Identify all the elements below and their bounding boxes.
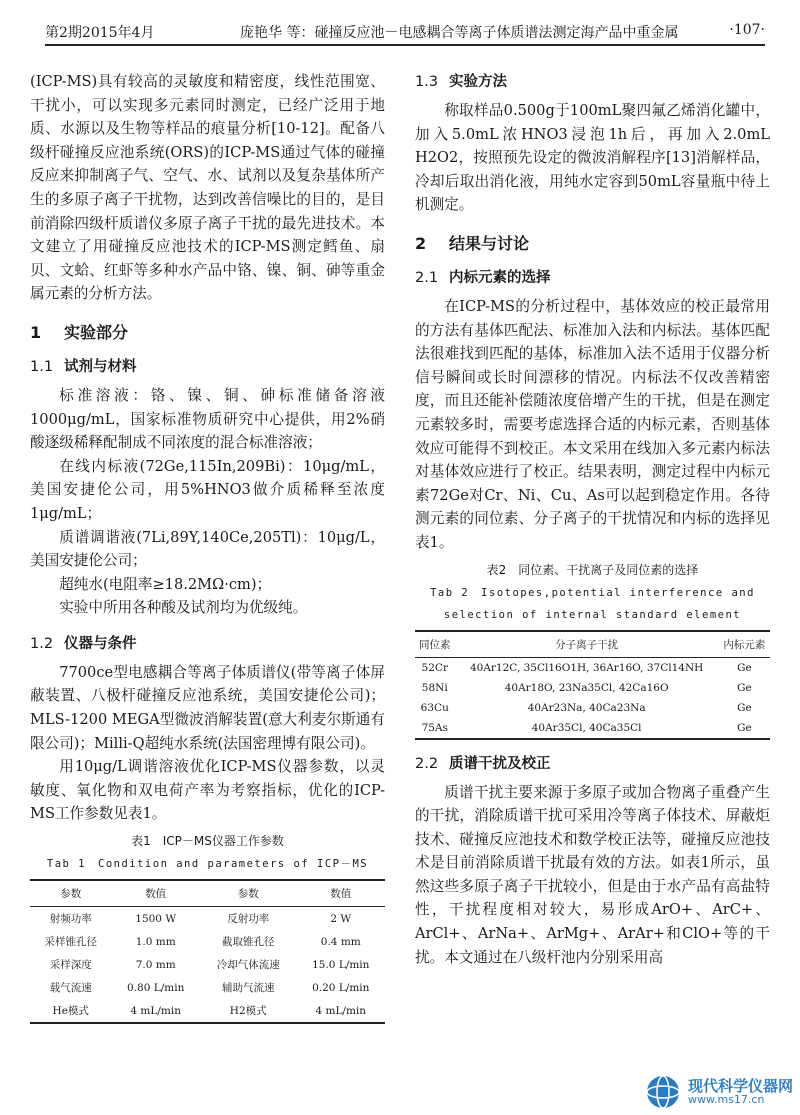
intro-paragraph: (ICP-MS)具有较高的灵敏度和精密度，线性范围宽、干扰小，可以实现多元素同时测定，已经广泛用于地质、水源以及生物等样品的痕量分析[10-12]。配备八级杆碰撞反应池系统(ORS)的ICP-MS通过气体的碰撞反应来抑制离子气、空气、水、试剂以及复杂基体所产生的多原子离子干扰物，达到改善信噪比的目的，是目前消除四级杆质谱仪多原子离子干扰的最先进技术。本文建立了用碰撞反应池技术的ICP-MS测定鳕鱼、扇贝、文蛤、红虾等多种水产品中铬、镍、铜、砷等重金属元素的分析方法。 — [30, 73, 385, 303]
table-row: 采样锥孔径 1.0 mm 截取锥孔径 0.4 mm — [44, 935, 361, 949]
watermark-url: www.ms17.cn — [688, 1093, 765, 1106]
paragraph: 用10μg/L调谐溶液优化ICP-MS仪器参数，以灵敏度、氧化物和双电荷产率为考察指标，优化的ICP-MS工作参数见表1。 — [30, 758, 385, 823]
table-1-caption-en: Tab 1 Condition and parameters of ICP－MS — [46, 858, 369, 871]
page-number: ·107· — [729, 22, 765, 38]
paragraph: 超纯水(电阻率≥18.2MΩ·cm)； — [59, 575, 272, 593]
table-header: 同位素 — [415, 631, 455, 658]
paragraph: 在ICP-MS的分析过程中，基体效应的校正最常用的方法有基体匹配法、标准加入法和内标法。基体匹配法很难找到匹配的基体，标准加入法不适用于仪器分析信号瞬间或长时间漂移的情况。内标法不仅改善精密度，而且还能补偿随浓度倍增产生的干扰，但是在测定元素较多时，需要考虑选择合适的内标元素，否则基体效应可能得不到校正。本文采用在线加入多元素内标法对基体效应进行了校正。结果表明，测定过程中内标元素72Ge对Cr、Ni、Cu、As可以起到稳定作用。各待测元素的同位素、分子离子的干扰情况和内标的选择见表1。 — [415, 297, 770, 551]
table-row: 载气流速 0.80 L/min 辅助气流速 0.20 L/min — [49, 981, 370, 995]
table-1-caption: 表1 ICP－MS仪器工作参数 — [131, 834, 284, 849]
watermark-name: 现代科学仪器网 — [688, 1077, 794, 1095]
section-2-1-heading: 2.1 内标元素的选择 — [415, 269, 551, 286]
table-row: He模式 4 mL/min H2模式 4 mL/min — [52, 1004, 367, 1018]
section-1-3-heading: 1.3 实验方法 — [415, 74, 507, 90]
watermark-logo — [644, 1073, 794, 1111]
section-2-heading: 2 结果与讨论 — [415, 233, 530, 253]
section-1-heading: 1 实验部分 — [30, 322, 129, 342]
table-row: 52Cr 40Ar12C, 35Cl16O1H, 36Ar16O, 37Cl14NH Ge — [421, 661, 752, 674]
section-1-2-heading: 1.2 仪器与条件 — [30, 635, 137, 652]
paragraph: 质谱调谐液(7Li,89Y,140Ce,205Tl)：10μg/L，美国安捷伦公司； — [30, 528, 385, 570]
table-row: 射频功率 1500 W 反射功率 2 W — [49, 912, 352, 926]
table-header: 内标元素 — [719, 631, 770, 658]
table-header: 分子离子干扰 — [455, 631, 719, 658]
table-row: 58Ni 40Ar18O, 23Na35Cl, 42Ca16O Ge — [421, 681, 752, 694]
table-header: 参数 — [30, 880, 111, 907]
page-header — [45, 18, 765, 46]
section-1-1-heading: 1.1 试剂与材料 — [30, 358, 137, 375]
running-title: 庞艳华 等：碰撞反应池－电感耦合等离子体质谱法测定海产品中重金属 — [240, 25, 679, 41]
table-row: 75As 40Ar35Cl, 40Ca35Cl Ge — [421, 721, 752, 734]
paragraph: 实验中所用各种酸及试剂均为优级纯。 — [59, 599, 308, 617]
right-column — [415, 70, 770, 969]
paragraph: 称取样品0.500g于100mL聚四氟乙烯消化罐中，加入5.0mL浓HNO3浸泡1h后，再加入2.0mL H2O2，按照预先设定的微波消解程序[13]消解样品，冷却后取出消化液，用纯水定容到50mL容量瓶中待上机测定。 — [415, 102, 770, 214]
table-2 — [415, 630, 770, 740]
paragraph: 质谱干扰主要来源于多原子或加合物离子重叠产生的干扰，消除质谱干扰可采用冷等离子体技术、屏蔽炬技术、碰撞反应池技术和数学校正法等，碰撞反应池技术是目前消除质谱干扰最有效的方法。如表1所示，虽然这些多原子离子干扰较小，但是由于水产品有高盐特性，干扰程度相对较大，易形成ArO+、ArC+、ArCl+、ArNa+、ArMg+、ArAr+和ClO+等的干扰。本文通过在八级杆池内分别采用高 — [415, 783, 770, 966]
globe-icon — [644, 1073, 682, 1111]
paragraph: 标准溶液：铬、镍、铜、砷标准储备溶液1000μg/mL，国家标准物质研究中心提供，用2%硝酸逐级稀释配制成不同浓度的混合标准溶液； — [30, 386, 385, 452]
table-row: 63Cu 40Ar23Na, 40Ca23Na Ge — [420, 701, 752, 714]
paragraph: 7700ce型电感耦合等离子体质谱仪(带等离子体屏蔽装置、八极杆碰撞反应池系统，美国安捷伦公司)；MLS-1200 MEGA型微波消解装置(意大利麦尔斯通有限公司)；Milli-Q超纯水系统(法国密理博有限公司)。 — [30, 663, 385, 752]
left-column — [30, 70, 385, 1024]
journal-issue: 第2期2015年4月 — [45, 25, 155, 41]
table-2-caption: 表2 同位素、干扰离子及同位素的选择 — [486, 562, 699, 577]
table-header: 数值 — [297, 880, 385, 907]
table-row: 采样深度 7.0 mm 冷却气体流速 15.0 L/min — [49, 958, 370, 972]
paragraph: 在线内标液(72Ge,115In,209Bi)：10μg/mL，美国安捷伦公司，用5%HNO3做介质稀释至浓度1μg/mL； — [30, 457, 385, 522]
table-header: 数值 — [111, 880, 199, 907]
section-2-2-heading: 2.2 质谱干扰及校正 — [415, 755, 551, 772]
table-header: 参数 — [200, 880, 297, 907]
table-2-caption-en: Tab 2 Isotopes,potential interference and selection of internal standard element — [430, 586, 755, 621]
table-1 — [30, 879, 385, 1024]
